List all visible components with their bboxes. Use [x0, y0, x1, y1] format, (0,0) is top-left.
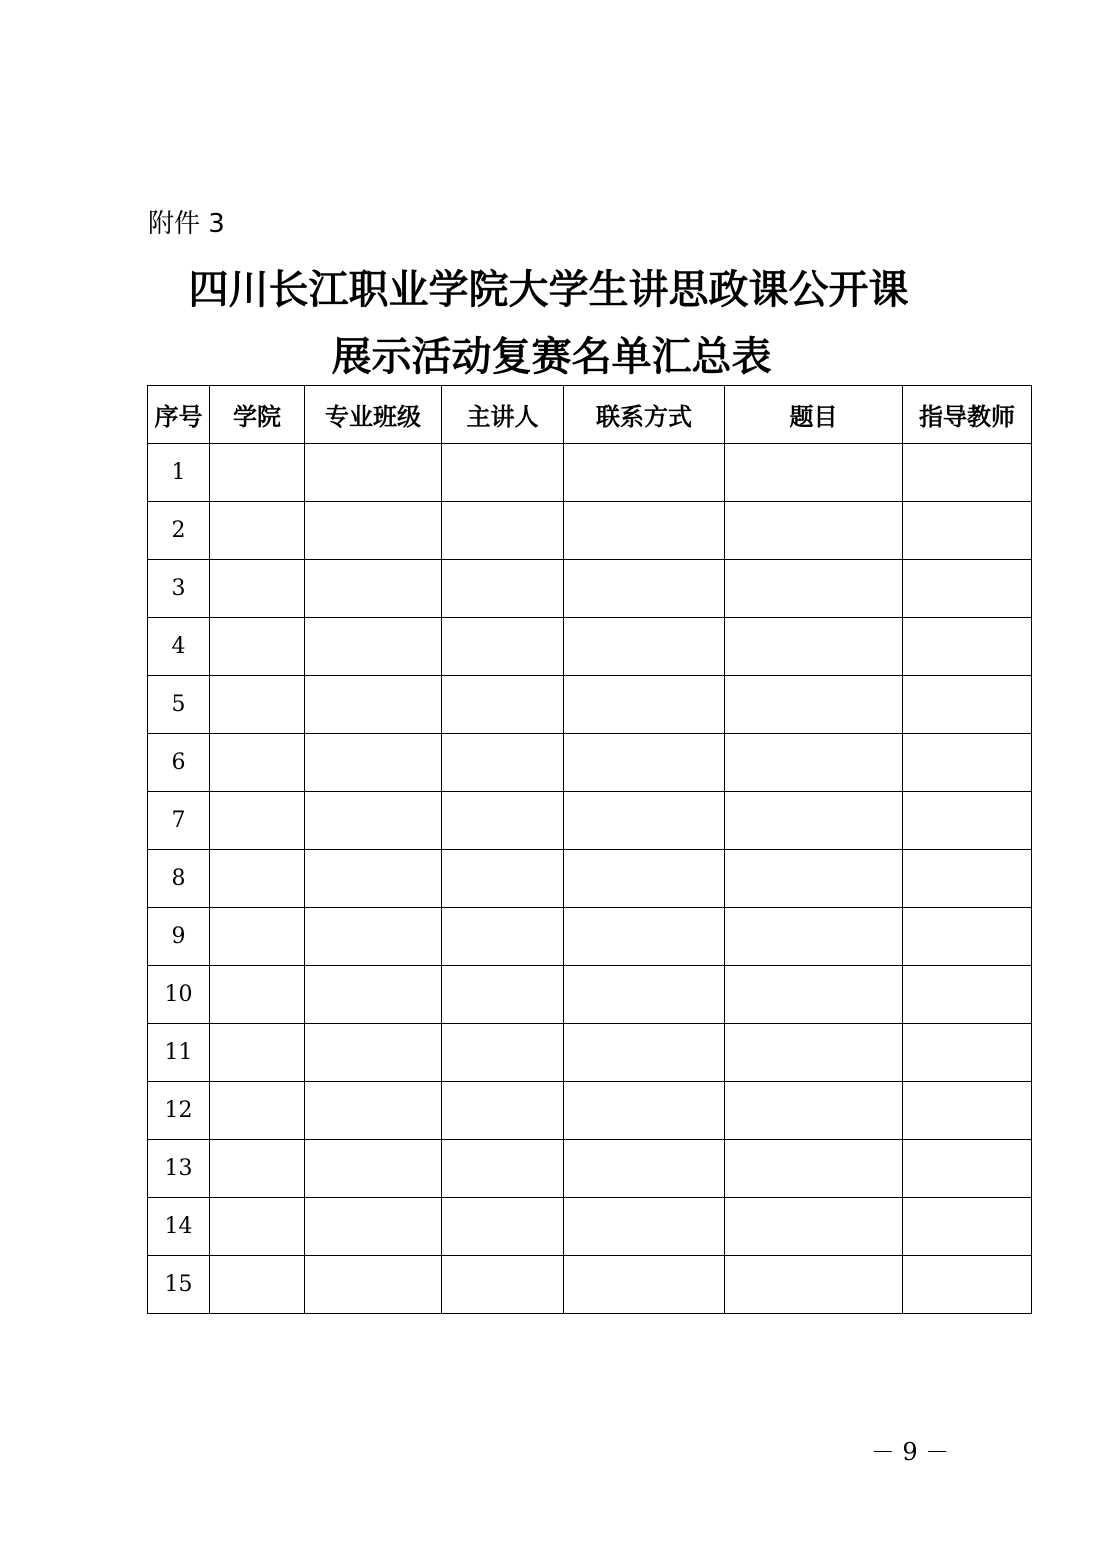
cell-college	[210, 1140, 305, 1198]
cell-college	[210, 1256, 305, 1314]
page-number: － 9 －	[870, 1438, 950, 1466]
header-topic: 题目	[725, 386, 903, 444]
header-contact: 联系方式	[564, 386, 725, 444]
cell-topic	[725, 618, 903, 676]
cell-topic	[725, 1024, 903, 1082]
cell-speaker	[442, 1024, 564, 1082]
cell-index: 11	[148, 1024, 210, 1082]
cell-college	[210, 734, 305, 792]
table-row	[148, 1140, 1032, 1198]
cell-speaker	[442, 560, 564, 618]
cell-college	[210, 850, 305, 908]
cell-speaker	[442, 1198, 564, 1256]
cell-contact	[564, 676, 725, 734]
cell-contact	[564, 1082, 725, 1140]
cell-contact	[564, 1024, 725, 1082]
cell-index: 5	[148, 676, 210, 734]
cell-advisor	[903, 850, 1032, 908]
cell-college	[210, 966, 305, 1024]
cell-topic	[725, 560, 903, 618]
cell-advisor	[903, 1024, 1032, 1082]
cell-advisor	[903, 560, 1032, 618]
cell-advisor	[903, 444, 1032, 502]
cell-major-class	[305, 908, 442, 966]
table-row	[148, 850, 1032, 908]
cell-advisor	[903, 734, 1032, 792]
cell-major-class	[305, 850, 442, 908]
cell-contact	[564, 1198, 725, 1256]
cell-speaker	[442, 502, 564, 560]
table-row	[148, 966, 1032, 1024]
document-title-line-2: 展示活动复赛名单汇总表	[331, 333, 772, 380]
cell-index: 8	[148, 850, 210, 908]
document-title-line-1: 四川长江职业学院大学生讲思政课公开课	[188, 266, 909, 313]
cell-major-class	[305, 618, 442, 676]
cell-index: 9	[148, 908, 210, 966]
cell-contact	[564, 1140, 725, 1198]
cell-speaker	[442, 850, 564, 908]
cell-major-class	[305, 560, 442, 618]
cell-advisor	[903, 502, 1032, 560]
cell-speaker	[442, 792, 564, 850]
cell-topic	[725, 792, 903, 850]
cell-index: 4	[148, 618, 210, 676]
cell-contact	[564, 908, 725, 966]
cell-speaker	[442, 908, 564, 966]
cell-index: 7	[148, 792, 210, 850]
attachment-label: 附件 3	[148, 209, 225, 239]
cell-index: 12	[148, 1082, 210, 1140]
cell-speaker	[442, 966, 564, 1024]
cell-index: 6	[148, 734, 210, 792]
cell-major-class	[305, 1082, 442, 1140]
cell-advisor	[903, 1256, 1032, 1314]
cell-topic	[725, 444, 903, 502]
cell-advisor	[903, 1140, 1032, 1198]
cell-topic	[725, 908, 903, 966]
cell-advisor	[903, 966, 1032, 1024]
header-advisor: 指导教师	[903, 386, 1032, 444]
cell-contact	[564, 734, 725, 792]
cell-speaker	[442, 1082, 564, 1140]
cell-index: 15	[148, 1256, 210, 1314]
cell-index: 13	[148, 1140, 210, 1198]
table-row	[148, 734, 1032, 792]
table-row	[148, 502, 1032, 560]
cell-topic	[725, 966, 903, 1024]
cell-college	[210, 1024, 305, 1082]
cell-college	[210, 1082, 305, 1140]
cell-major-class	[305, 444, 442, 502]
cell-speaker	[442, 1256, 564, 1314]
cell-college	[210, 676, 305, 734]
cell-topic	[725, 502, 903, 560]
cell-college	[210, 1198, 305, 1256]
cell-college	[210, 792, 305, 850]
cell-index: 2	[148, 502, 210, 560]
cell-major-class	[305, 1140, 442, 1198]
cell-major-class	[305, 966, 442, 1024]
table-row	[148, 618, 1032, 676]
cell-contact	[564, 560, 725, 618]
cell-speaker	[442, 676, 564, 734]
table-row	[148, 792, 1032, 850]
table-row	[148, 560, 1032, 618]
cell-advisor	[903, 1198, 1032, 1256]
header-major-class: 专业班级	[305, 386, 442, 444]
cell-contact	[564, 618, 725, 676]
cell-major-class	[305, 792, 442, 850]
cell-topic	[725, 676, 903, 734]
cell-major-class	[305, 502, 442, 560]
cell-advisor	[903, 1082, 1032, 1140]
roster-table	[147, 385, 1032, 1314]
table-row	[148, 676, 1032, 734]
cell-advisor	[903, 676, 1032, 734]
cell-college	[210, 560, 305, 618]
table-header-row	[148, 386, 1032, 444]
cell-topic	[725, 734, 903, 792]
table-body	[148, 444, 1032, 1314]
cell-major-class	[305, 1024, 442, 1082]
cell-topic	[725, 1198, 903, 1256]
header-speaker: 主讲人	[442, 386, 564, 444]
cell-advisor	[903, 792, 1032, 850]
header-college: 学院	[210, 386, 305, 444]
table-row	[148, 908, 1032, 966]
table-row	[148, 1198, 1032, 1256]
cell-index: 14	[148, 1198, 210, 1256]
cell-college	[210, 908, 305, 966]
cell-advisor	[903, 908, 1032, 966]
cell-major-class	[305, 676, 442, 734]
cell-college	[210, 502, 305, 560]
cell-contact	[564, 444, 725, 502]
cell-contact	[564, 792, 725, 850]
cell-speaker	[442, 1140, 564, 1198]
cell-contact	[564, 966, 725, 1024]
cell-college	[210, 618, 305, 676]
cell-speaker	[442, 444, 564, 502]
cell-speaker	[442, 618, 564, 676]
cell-major-class	[305, 1256, 442, 1314]
cell-topic	[725, 1082, 903, 1140]
table-row	[148, 1082, 1032, 1140]
header-index: 序号	[148, 386, 210, 444]
table-row	[148, 1256, 1032, 1314]
cell-speaker	[442, 734, 564, 792]
cell-index: 10	[148, 966, 210, 1024]
cell-contact	[564, 850, 725, 908]
table-row	[148, 444, 1032, 502]
cell-college	[210, 444, 305, 502]
cell-contact	[564, 502, 725, 560]
cell-major-class	[305, 1198, 442, 1256]
cell-index: 3	[148, 560, 210, 618]
cell-topic	[725, 1140, 903, 1198]
cell-major-class	[305, 734, 442, 792]
cell-topic	[725, 1256, 903, 1314]
cell-topic	[725, 850, 903, 908]
cell-advisor	[903, 618, 1032, 676]
cell-contact	[564, 1256, 725, 1314]
cell-index: 1	[148, 444, 210, 502]
table-row	[148, 1024, 1032, 1082]
